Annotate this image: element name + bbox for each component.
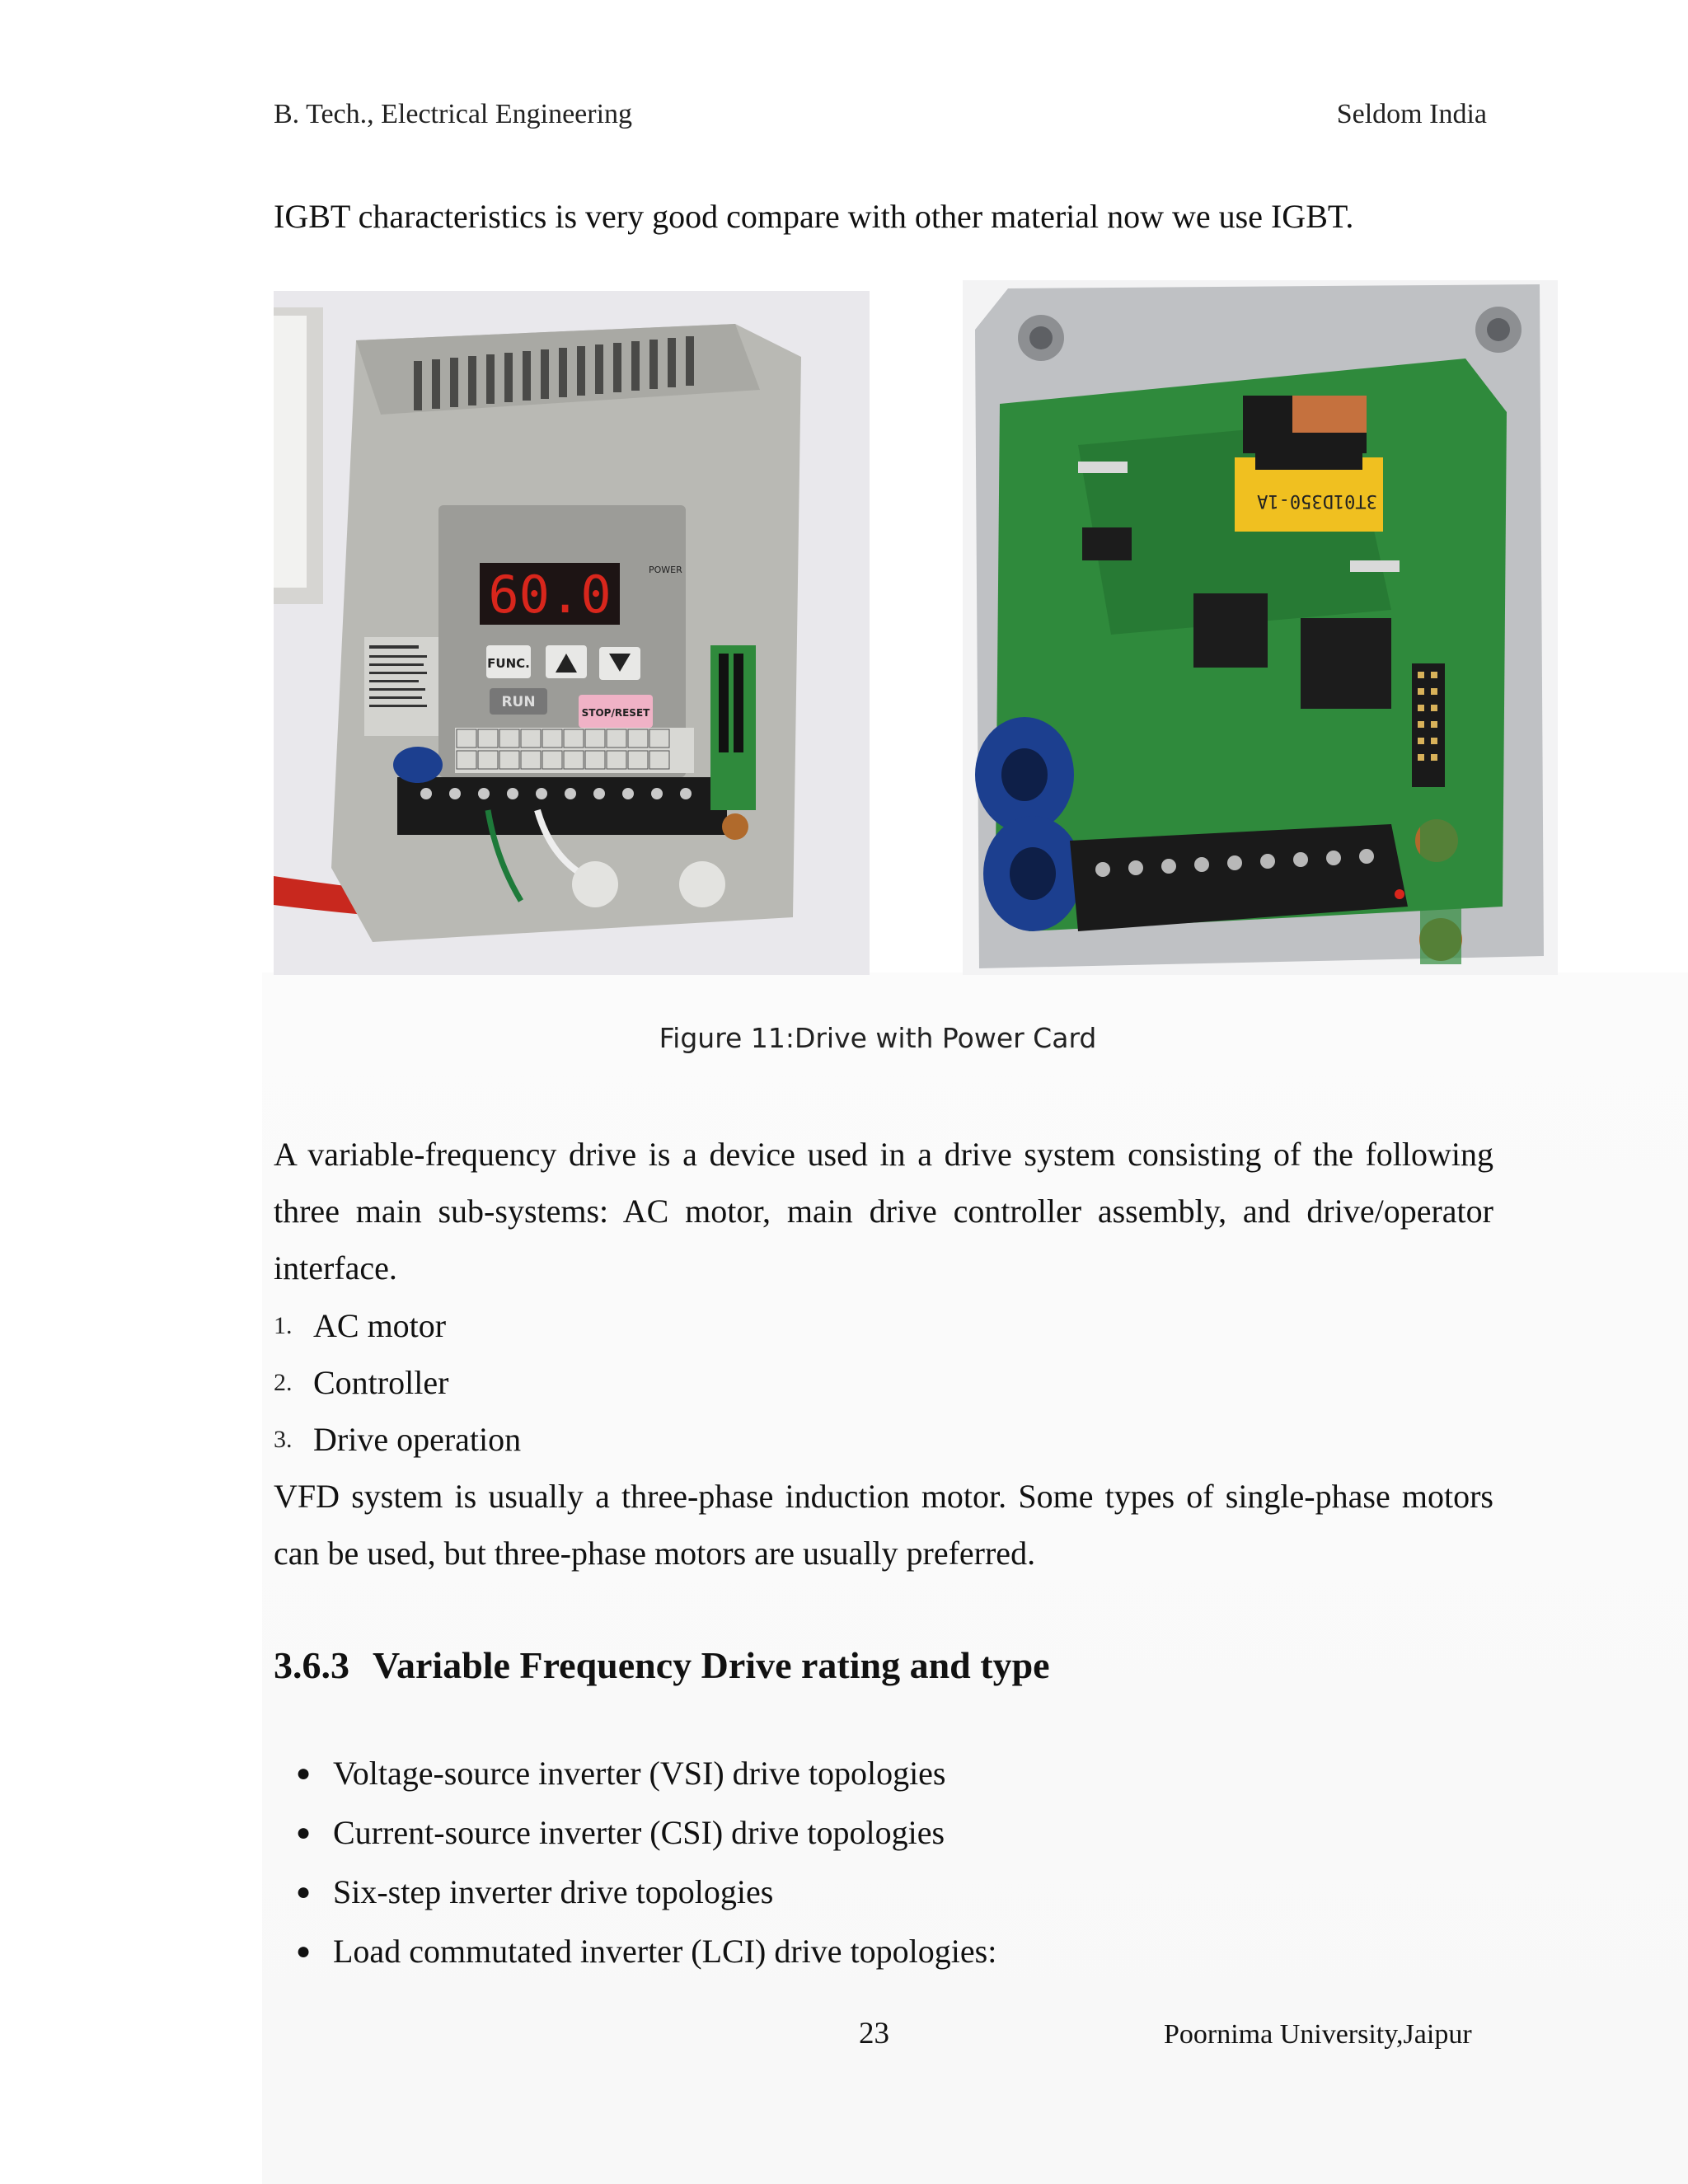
power-label: POWER	[649, 565, 682, 575]
para1-line1: A variable-frequency drive is a device used in a drive system consisting of the following	[274, 1136, 1493, 1173]
footer-institution: Poornima University,Jaipur	[1164, 2019, 1472, 2050]
section-heading	[274, 1643, 1050, 1687]
list-item-number: 2.	[274, 1369, 293, 1396]
bullet-icon: ●	[295, 1878, 312, 1905]
list-item	[274, 1863, 996, 1922]
bullet-icon: ●	[295, 1819, 312, 1846]
func-key-label: FUNC.	[487, 656, 530, 671]
bullet-icon: ●	[295, 1938, 312, 1965]
list-item-text: Current-source inverter (CSI) drive topologies	[333, 1814, 945, 1851]
topology-list	[274, 1744, 996, 1981]
list-item-text: Load commutated inverter (LCI) drive topologies:	[333, 1933, 997, 1970]
header-course: B. Tech., Electrical Engineering	[274, 99, 633, 129]
list-item-text: Voltage-source inverter (VSI) drive topologies	[333, 1755, 946, 1792]
figure-caption: Figure 11:Drive with Power Card	[659, 1022, 1097, 1054]
list-item	[274, 1744, 996, 1803]
page-number: 23	[859, 2017, 889, 2050]
drive-photo	[274, 291, 870, 975]
transformer-marking: 3T01D350-1A	[1257, 490, 1377, 511]
power-card-photo	[963, 280, 1558, 975]
para2-line2: can be used, but three-phase motors are usually preferred.	[274, 1535, 1036, 1572]
list-item-number: 3.	[274, 1426, 293, 1453]
list-item-text: Drive operation	[313, 1421, 522, 1458]
list-item	[274, 1803, 996, 1863]
list-item	[274, 1354, 521, 1411]
para1-line2: three main sub-systems: AC motor, main drive controller assembly, and drive/operator	[274, 1193, 1493, 1230]
subsystem-list	[274, 1297, 521, 1468]
list-item-number: 1.	[274, 1312, 293, 1339]
drive-display-readout: 60.0	[488, 565, 612, 625]
bullet-icon: ●	[295, 1760, 312, 1787]
para2-line1: VFD system is usually a three-phase induction motor. Some types of single-phase motors	[274, 1478, 1493, 1515]
intro-paragraph: IGBT characteristics is very good compare with other material now we use IGBT.	[274, 198, 1354, 235]
stop-key-label: STOP/RESET	[581, 707, 650, 719]
header-company: Seldom India	[1336, 99, 1487, 129]
list-item-text: Controller	[313, 1364, 449, 1401]
list-item-text: Six-step inverter drive topologies	[333, 1873, 774, 1910]
list-item	[274, 1411, 521, 1468]
section-title-text: Variable Frequency Drive rating and type	[373, 1644, 1050, 1686]
para1-line3: interface.	[274, 1249, 397, 1286]
list-item	[274, 1922, 996, 1981]
run-key-label: RUN	[501, 694, 536, 710]
section-number: 3.6.3	[274, 1644, 349, 1686]
list-item	[274, 1297, 521, 1354]
list-item-text: AC motor	[313, 1307, 447, 1344]
